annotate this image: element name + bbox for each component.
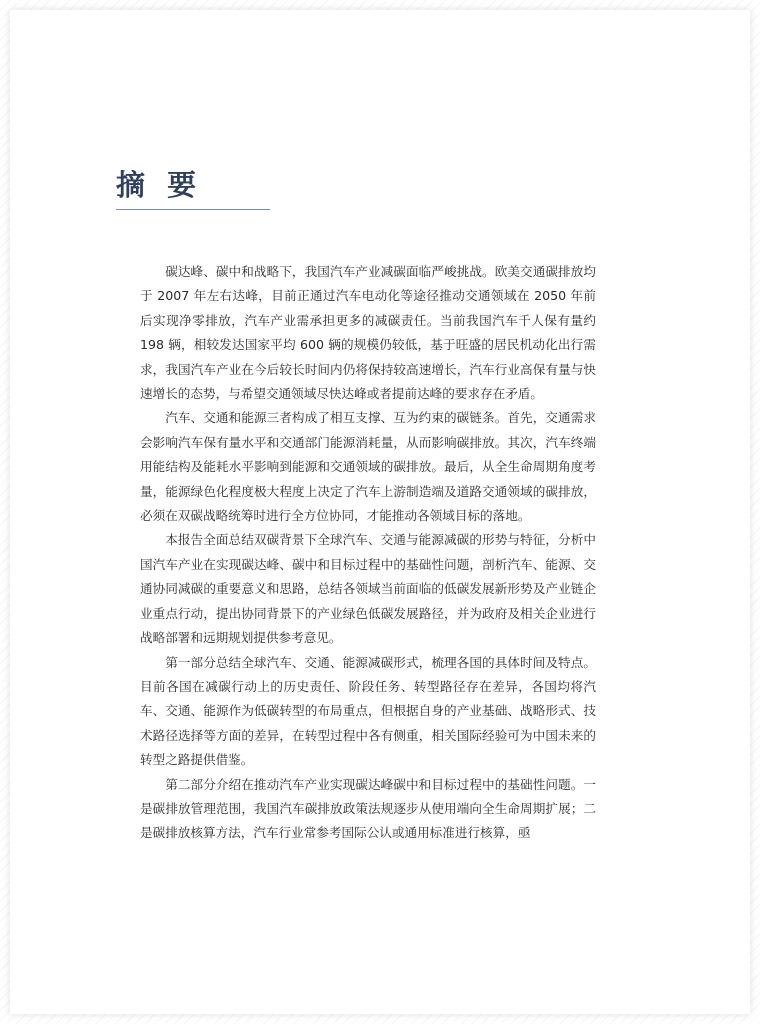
paragraph: 第一部分总结全球汽车、交通、能源减碳形式，梳理各国的具体时间及特点。目前各国在减碳行动上的历史责任、阶段任务、转型路径存在差异，各国均将汽车、交通、能源作为低碳转型的布局重点，但根据自身的产业基础、战略形式、技术路径选择等方面的差异，在转型过程中各有侧重，相关国际经验可为中国未来的转型之路提供借鉴。 <box>140 654 596 768</box>
paragraph: 汽车、交通和能源三者构成了相互支撑、互为约束的碳链条。首先，交通需求会影响汽车保有量水平和交通部门能源消耗量，从而影响碳排放。其次，汽车终端用能结构及能耗水平影响到能源和交通领域的碳排放。最后，从全生命周期角度考量，能源绿色化程度极大程度上决定了汽车上游制造端及道路交通领域的碳排放，必须在双碳战略统筹时进行全方位协同，才能推动各领域目标的落地。 <box>140 410 596 524</box>
paragraph: 本报告全面总结双碳背景下全球汽车、交通与能源减碳的形势与特征，分析中国汽车产业在实现碳达峰、碳中和目标过程中的基础性问题，剖析汽车、能源、交通协同减碳的重要意义和思路，总结各领域当前面临的低碳发展新形势及产业链企业重点行动，提出协同背景下的产业绿色低碳发展路径，并为政府及相关企业进行战略部署和远期规划提供参考意见。 <box>140 532 596 646</box>
paragraph: 碳达峰、碳中和战略下，我国汽车产业减碳面临严峻挑战。欧美交通碳排放均于 2007 年左右达峰，目前正通过汽车电动化等途径推动交通领域在 2050 年前后实现净零排放，汽车产业需承担更多的减碳责任。当前我国汽车千人保有量约 198 辆，相较发达国家平均 600 辆的规模仍较低，基于旺盛的居民机动化出行需求，我国汽车产业在今后较长时间内仍将保持较高速增长，汽车行业高保有量与快速增长的态势，与希望交通领域尽快达峰或者提前达峰的要求存在矛盾。 <box>140 264 596 402</box>
page-title: 摘 要 <box>116 168 203 202</box>
paragraph: 第二部分介绍在推动汽车产业实现碳达峰碳中和目标过程中的基础性问题。一是碳排放管理范围，我国汽车碳排放政策法规逐步从使用端向全生命周期扩展；二是碳排放核算方法，汽车行业常参考国际公认或通用标准进行核算，亟 <box>140 776 596 841</box>
abstract-body <box>140 260 596 846</box>
title-underline <box>116 209 270 210</box>
